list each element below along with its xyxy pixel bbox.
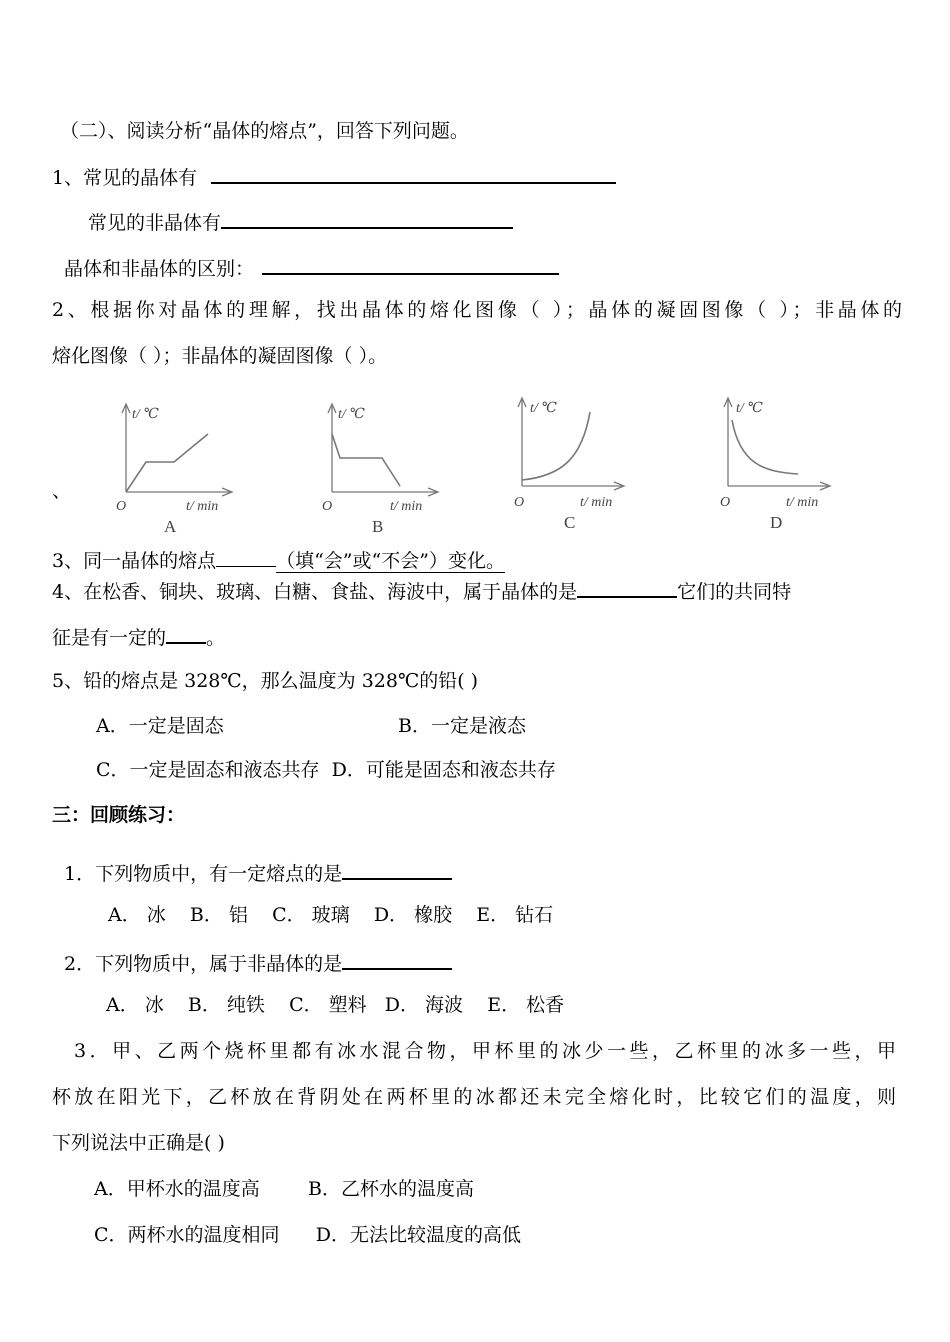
question-4-line-2-suffix: 。 [206, 627, 226, 649]
question-3 [52, 548, 505, 574]
section-3-heading: 三：回顾练习： [52, 804, 186, 826]
answer-blank-review-2[interactable] [342, 948, 452, 970]
question-1-crystals [52, 162, 616, 191]
graph-a-origin: O [116, 499, 127, 514]
question-2-line-1: 2、根据你对晶体的理解，找出晶体的熔化图像（ ）；晶体的凝固图像（ ）；非晶体的 [52, 299, 902, 321]
graph-b-ylabel: t/ ℃ [338, 407, 365, 422]
graph-a-curve [126, 434, 208, 492]
question-5-stem: 5、铅的熔点是 328℃，那么温度为 328℃的铅( ) [52, 670, 479, 692]
answer-blank-difference[interactable] [262, 253, 559, 275]
review-question-3-line-2: 杯放在阳光下，乙杯放在背阴处在两杯里的冰都还未完全熔化时，比较它们的温度，则 [52, 1086, 896, 1108]
graph-d-ylabel: t/ ℃ [736, 401, 763, 416]
graph-a-label: A [164, 517, 177, 536]
graph-b-label: B [372, 517, 384, 536]
graph-d-label: D [770, 513, 783, 532]
question-1-crystals-label: 1、常见的晶体有 [52, 167, 198, 189]
question-5-option-b: B．一定是液态 [398, 715, 526, 737]
graph-d [716, 394, 846, 534]
section-2-heading: （二）、阅读分析“晶体的熔点”，回答下列问题。 [60, 120, 469, 142]
review-question-2-stem: 2．下列物质中，属于非晶体的是 [64, 953, 343, 975]
review-question-2 [64, 948, 452, 977]
question-4-line-2 [52, 622, 225, 651]
graph-a-ylabel: t/ ℃ [132, 407, 159, 422]
question-4-suffix: 它们的共同特 [677, 581, 792, 603]
question-3-suffix: （填“会”或“不会”）变化。 [276, 550, 505, 572]
graph-d-origin: O [720, 495, 731, 510]
review-question-3-line-3: 下列说法中正确是( ) [52, 1132, 225, 1154]
question-4-line-1 [52, 576, 791, 605]
question-1-difference-label: 晶体和非晶体的区别： [64, 258, 255, 280]
graph-b-origin: O [322, 499, 333, 514]
answer-blank-crystals[interactable] [211, 162, 616, 184]
review-question-3-line-1: 3．甲、乙两个烧杯里都有冰水混合物，甲杯里的冰少一些，乙杯里的冰多一些，甲 [74, 1040, 896, 1062]
question-3-prefix: 3、同一晶体的熔点 [52, 550, 217, 572]
graph-b [318, 398, 448, 538]
answer-blank-noncrystals[interactable] [221, 207, 513, 229]
question-4-line-2-prefix: 征是有一定的 [52, 627, 167, 649]
answer-blank-review-1[interactable] [342, 858, 452, 880]
answer-blank-common-feature[interactable] [166, 622, 206, 644]
graph-d-curve [732, 420, 798, 474]
graph-c-label: C [564, 513, 576, 532]
review-question-1-stem: 1．下列物质中，有一定熔点的是 [64, 863, 343, 885]
review-question-2-options: A． 冰 B． 纯铁 C． 塑料 D． 海波 E． 松香 [106, 994, 565, 1016]
graph-c [510, 394, 640, 534]
review-question-1 [64, 858, 452, 887]
graph-a [112, 398, 242, 538]
question-1-noncrystals-label: 常见的非晶体有 [88, 212, 222, 234]
stray-mark: 、 [52, 480, 72, 502]
question-1-difference [64, 253, 559, 282]
graph-d-xlabel: t/ min [786, 495, 819, 510]
review-question-3-options-cd: C．两杯水的温度相同 D．无法比较温度的高低 [94, 1224, 522, 1246]
question-2-line-2: 熔化图像（ ）；非晶体的凝固图像（ ）。 [52, 345, 388, 367]
graph-c-xlabel: t/ min [580, 495, 613, 510]
question-5-option-a: A．一定是固态 [96, 715, 224, 737]
question-1-noncrystals [88, 207, 513, 236]
graph-c-ylabel: t/ ℃ [530, 401, 557, 416]
graph-c-origin: O [514, 495, 525, 510]
graph-b-curve [332, 434, 400, 486]
graph-a-xlabel: t/ min [186, 499, 219, 514]
graph-c-curve [522, 412, 590, 480]
answer-blank-melting-point[interactable] [216, 548, 276, 567]
review-question-1-options: A． 冰 B． 铝 C． 玻璃 D． 橡胶 E． 钻石 [108, 904, 554, 926]
review-question-3-options-ab: A．甲杯水的温度高 B．乙杯水的温度高 [94, 1178, 475, 1200]
question-5-options-cd: C．一定是固态和液态共存 D．可能是固态和液态共存 [96, 759, 556, 781]
graph-b-xlabel: t/ min [390, 499, 423, 514]
question-4-prefix: 4、在松香、铜块、玻璃、白糖、食盐、海波中，属于晶体的是 [52, 581, 578, 603]
answer-blank-crystal-items[interactable] [577, 576, 677, 598]
